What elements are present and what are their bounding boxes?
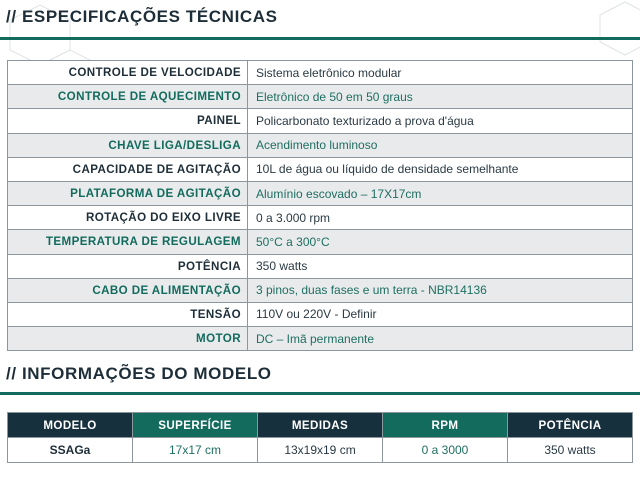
model-section-title: // INFORMAÇÕES DO MODELO xyxy=(6,364,272,383)
spec-label: TEMPERATURA DE REGULAGEM xyxy=(8,230,248,254)
spec-row-stirring-capacity xyxy=(8,157,633,181)
spec-value: 0 a 3.000 rpm xyxy=(248,206,633,230)
spec-value: Acendimento luminoso xyxy=(248,133,633,157)
model-cell-dimensions: 13x19x19 cm xyxy=(258,438,383,463)
model-cell-model: SSAGa xyxy=(8,438,133,463)
spec-row-shaft-rotation xyxy=(8,206,633,230)
spec-value: DC – Imã permanente xyxy=(248,327,633,351)
spec-label: CONTROLE DE AQUECIMENTO xyxy=(8,85,248,109)
specs-section-title: // ESPECIFICAÇÕES TÉCNICAS xyxy=(6,7,278,26)
model-header-row xyxy=(8,413,633,438)
spec-row-speed-control xyxy=(8,61,633,85)
spec-row-power xyxy=(8,254,633,278)
spec-row-temperature-range xyxy=(8,230,633,254)
model-section-divider xyxy=(0,392,640,395)
spec-label: CAPACIDADE DE AGITAÇÃO xyxy=(8,157,248,181)
spec-value: 10L de água ou líquido de densidade semelhante xyxy=(248,157,633,181)
spec-row-stirring-platform xyxy=(8,181,633,205)
model-data-row xyxy=(8,438,633,463)
spec-value: 110V ou 220V - Definir xyxy=(248,302,633,326)
spec-row-panel xyxy=(8,109,633,133)
spec-row-power-cable xyxy=(8,278,633,302)
spec-label: TENSÃO xyxy=(8,302,248,326)
model-header-dimensions: MEDIDAS xyxy=(258,413,383,438)
spec-label: CHAVE LIGA/DESLIGA xyxy=(8,133,248,157)
spec-value: Policarbonato texturizado a prova d'água xyxy=(248,109,633,133)
spec-label: POTÊNCIA xyxy=(8,254,248,278)
model-header-surface: SUPERFÍCIE xyxy=(133,413,258,438)
spec-value: 3 pinos, duas fases e um terra - NBR14136 xyxy=(248,278,633,302)
spec-row-motor xyxy=(8,327,633,351)
spec-value: 50°C a 300°C xyxy=(248,230,633,254)
model-header-rpm: RPM xyxy=(383,413,508,438)
model-header-power: POTÊNCIA xyxy=(508,413,633,438)
spec-value: Sistema eletrônico modular xyxy=(248,61,633,85)
spec-label: MOTOR xyxy=(8,327,248,351)
spec-row-heating-control xyxy=(8,85,633,109)
spec-label: CABO DE ALIMENTAÇÃO xyxy=(8,278,248,302)
model-cell-surface: 17x17 cm xyxy=(133,438,258,463)
model-cell-rpm: 0 a 3000 xyxy=(383,438,508,463)
spec-value: Eletrônico de 50 em 50 graus xyxy=(248,85,633,109)
specs-table xyxy=(7,60,633,351)
specs-section-divider xyxy=(0,37,640,40)
spec-label: PAINEL xyxy=(8,109,248,133)
spec-label: CONTROLE DE VELOCIDADE xyxy=(8,61,248,85)
model-header-model: MODELO xyxy=(8,413,133,438)
spec-row-voltage xyxy=(8,302,633,326)
spec-row-power-switch xyxy=(8,133,633,157)
spec-value: Alumínio escovado – 17X17cm xyxy=(248,181,633,205)
spec-label: ROTAÇÃO DO EIXO LIVRE xyxy=(8,206,248,230)
model-cell-power: 350 watts xyxy=(508,438,633,463)
model-table xyxy=(7,412,633,463)
spec-value: 350 watts xyxy=(248,254,633,278)
spec-label: PLATAFORMA DE AGITAÇÃO xyxy=(8,181,248,205)
